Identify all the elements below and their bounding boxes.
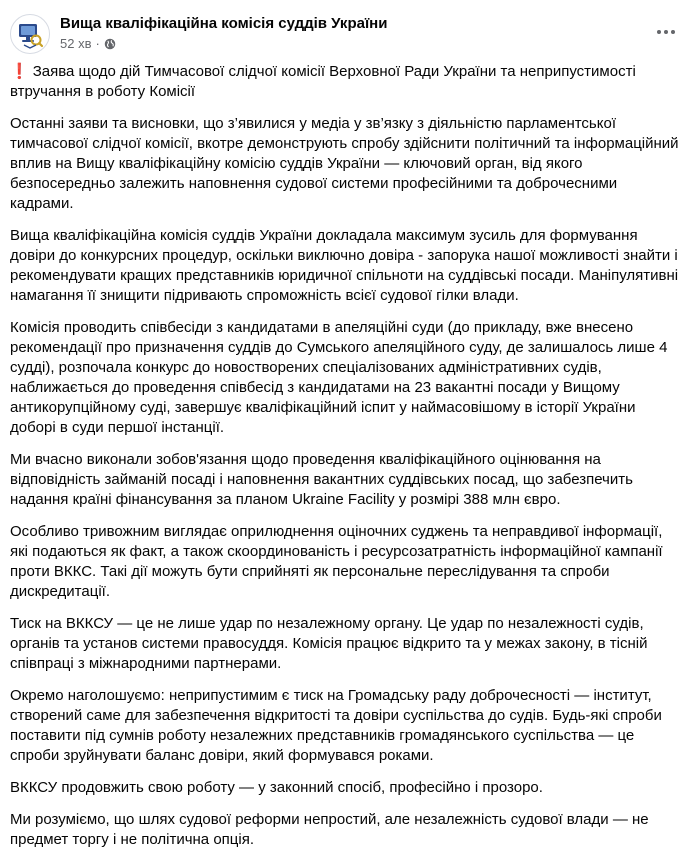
- post-title-text: Заява щодо дій Тимчасової слідчої комісії Верховної Ради України та неприпустимості втручання в роботу Комісії: [10, 63, 636, 100]
- page-avatar[interactable]: [10, 14, 50, 54]
- more-horizontal-icon: [657, 30, 675, 34]
- meta-separator: ·: [95, 36, 100, 51]
- post-title: [10, 62, 682, 102]
- post-paragraph: Останні заяви та висновки, що з’явилися у медіа у зв’язку з діяльністю парламентської тимчасової слідчої комісії, вкотре демонструють спробу здійснити політичний та інформаційний вплив на Вищу кваліфікаційну комісію суддів України — ключовий орган, від якого безпосередньо залежить наповнення судової системи професійними та доброчесними кадрами.: [10, 115, 679, 212]
- post-paragraph: Тиск на ВККСУ — це не лише удар по незалежному органу. Це удар по незалежності судів, органів та установ системи правосуддя. Комісія працює відкрито та у межах закону, в тісній співпраці з міжнародними партнерами.: [10, 615, 648, 672]
- post-body: [10, 62, 682, 862]
- post-paragraph: Окремо наголошуємо: неприпустимим є тиск на Громадську раду доброчесності — інститут, створений саме для забезпечення відкритості та довіри суспільства до судів. Будь-які спроби поставити під сумнів роботу незалежних представників громадянського суспільства — це спроби зруйнувати баланс довіри, який формувався роками.: [10, 687, 662, 764]
- globe-icon: [104, 38, 116, 50]
- post-paragraph: Ми вчасно виконали зобов'язання щодо проведення кваліфікаційного оцінювання на відповідність займаній посаді і наповнення вакантних суддівських посад, що забезпечить надання країні фінансування за планом Ukraine Facility у розмірі 388 млн євро.: [10, 451, 633, 508]
- post-timestamp-link[interactable]: 52 хв: [60, 36, 92, 51]
- post-paragraph: ВККСУ продовжить свою роботу — у законний спосіб, професійно і прозоро.: [10, 779, 543, 796]
- more-options-button[interactable]: [653, 22, 679, 42]
- commission-logo-icon: [11, 15, 49, 53]
- post-header: [10, 12, 679, 56]
- post-paragraph: Комісія проводить співбесіди з кандидатами в апеляційні суди (до прикладу, вже внесено рекомендації про призначення суддів до Сумського апеляційного суду, де залишалось лише 4 судді), розпочала конкурс до новостворених спеціалізованих адміністративних судів, наближається до проведення співбесід з кандидатами на 23 вакантні посади у Вищому антикорупційному суді, завершує кваліфікаційний іспит у наймасовішому в історії України доборі в суди першої інстанції.: [10, 319, 668, 436]
- exclamation-icon: ❗: [10, 63, 29, 80]
- page-name-link[interactable]: Вища кваліфікаційна комісія суддів України: [60, 15, 388, 32]
- post-paragraph: Ми розуміємо, що шлях судової реформи непростий, але незалежність судової влади — не предмет торгу і не політична опція.: [10, 811, 649, 848]
- post-paragraph: Особливо тривожним виглядає оприлюднення оціночних суджень та неправдивої інформації, які подаються як факт, а також скоординованість і ресурсозатратність інформаційної кампанії проти ВККС. Такі дії можуть бути сприйняті як персональне переслідування та спроби дискредитації.: [10, 523, 663, 600]
- post-paragraph: Вища кваліфікаційна комісія суддів України докладала максимум зусиль для формування довіри до конкурсних процедур, оскільки виключно довіра - запорука нашої можливості знайти і рекомендувати кращих представників юридичної спільноти на суддівські посади. Маніпулятивні намагання її знищити підривають спроможність всієї судової гілки влади.: [10, 227, 679, 304]
- post-meta: [60, 36, 116, 51]
